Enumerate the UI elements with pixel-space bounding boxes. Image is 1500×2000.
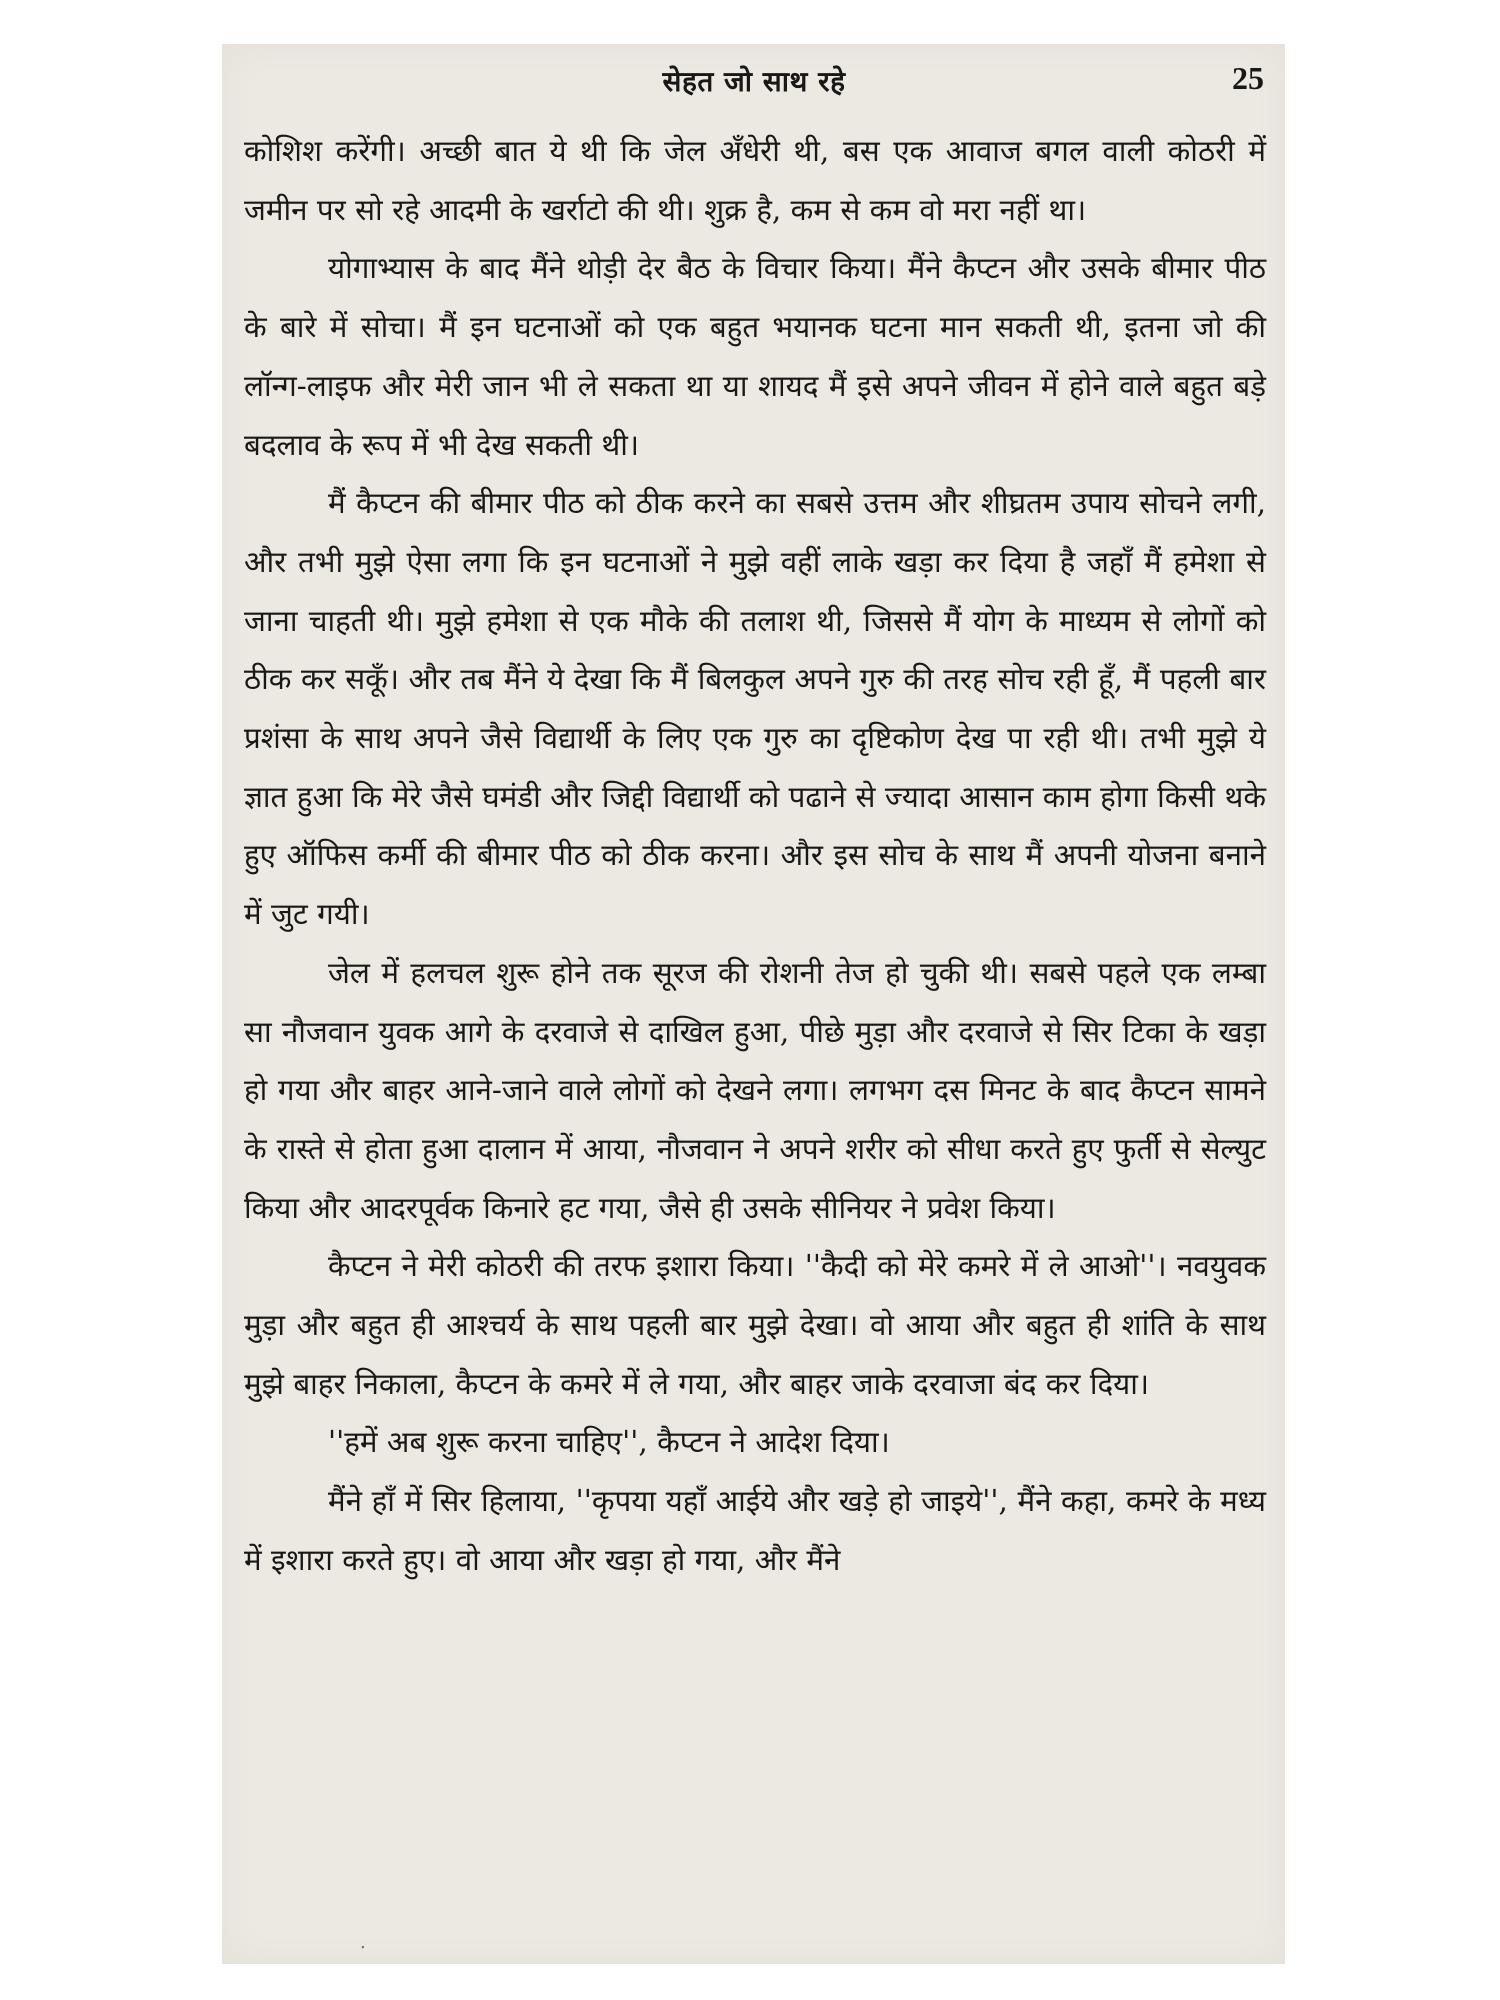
- paragraph: योगाभ्यास के बाद मैंने थोड़ी देर बैठ के विचार किया। मैंने कैप्टन और उसके बीमार पीठ के बारे में सोचा। मैं इन घटनाओं को एक बहुत भयानक घटना मान सकती थी, इतना जो की लॉन्ग-लाइफ और मेरी जान भी ले सकता था या शायद मैं इसे अपने जीवन में होने वाले बहुत बड़े बदलाव के रूप में भी देख सकती थी।: [244, 251, 1266, 462]
- paragraph: कोशिश करेंगी। अच्छी बात ये थी कि जेल अँधेरी थी, बस एक आवाज बगल वाली कोठरी में जमीन पर सो रहे आदमी के खर्राटो की थी। शुक्र है, कम से कम वो मरा नहीं था।: [244, 134, 1266, 227]
- paragraph: मैंने हाँ में सिर हिलाया, ''कृपया यहाँ आईये और खड़े हो जाइये'', मैंने कहा, कमरे के मध्य में इशारा करते हुए। वो आया और खड़ा हो गया, और मैंने: [244, 1484, 1266, 1577]
- paragraph: ''हमें अब शुरू करना चाहिए'', कैप्टन ने आदेश दिया।: [328, 1425, 890, 1460]
- running-title: सेहत जो साथ रहे: [662, 65, 846, 98]
- paragraph: जेल में हलचल शुरू होने तक सूरज की रोशनी तेज हो चुकी थी। सबसे पहले एक लम्बा सा नौजवान युवक आगे के दरवाजे से दाखिल हुआ, पीछे मुड़ा और दरवाजे से सिर टिका के खड़ा हो गया और बाहर आने-जाने वाले लोगों को देखने लगा। लगभग दस मिनट के बाद कैप्टन सामने के रास्ते से होता हुआ दालान में आया, नौजवान ने अपने शरीर को सीधा करते हुए फुर्ती से सेल्युट किया और आदरपूर्वक किनारे हट गया, जैसे ही उसके सीनियर ने प्रवेश किया।: [244, 955, 1266, 1225]
- footer-mark: .: [360, 1932, 366, 1953]
- body-text: [244, 122, 1266, 1590]
- paragraph: कैप्टन ने मेरी कोठरी की तरफ इशारा किया। ''कैदी को मेरे कमरे में ले आओ''। नवयुवक मुड़ा और बहुत ही आश्चर्य के साथ पहली बार मुझे देखा। वो आया और बहुत ही शांति के साथ मुझे बाहर निकाला, कैप्टन के कमरे में ले गया, और बाहर जाके दरवाजा बंद कर दिया।: [244, 1249, 1266, 1401]
- running-header: [244, 62, 1264, 106]
- page-number: 25: [1232, 60, 1264, 96]
- paragraph: मैं कैप्टन की बीमार पीठ को ठीक करने का सबसे उत्तम और शीघ्रतम उपाय सोचने लगी, और तभी मुझे ऐसा लगा कि इन घटनाओं ने मुझे वहीं लाके खड़ा कर दिया है जहाँ मैं हमेशा से जाना चाहती थी। मुझे हमेशा से एक मौके की तलाश थी, जिससे मैं योग के माध्यम से लोगों को ठीक कर सकूँ। और तब मैंने ये देखा कि मैं बिलकुल अपने गुरु की तरह सोच रही हूँ, मैं पहली बार प्रशंसा के साथ अपने जैसे विद्यार्थी के लिए एक गुरु का दृष्टिकोण देख पा रही थी। तभी मुझे ये ज्ञात हुआ कि मेरे जैसे घमंडी और जिद्दी विद्यार्थी को पढाने से ज्यादा आसान काम होगा किसी थके हुए ऑफिस कर्मी की बीमार पीठ को ठीक करना। और इस सोच के साथ मैं अपनी योजना बनाने में जुट गयी।: [244, 486, 1266, 932]
